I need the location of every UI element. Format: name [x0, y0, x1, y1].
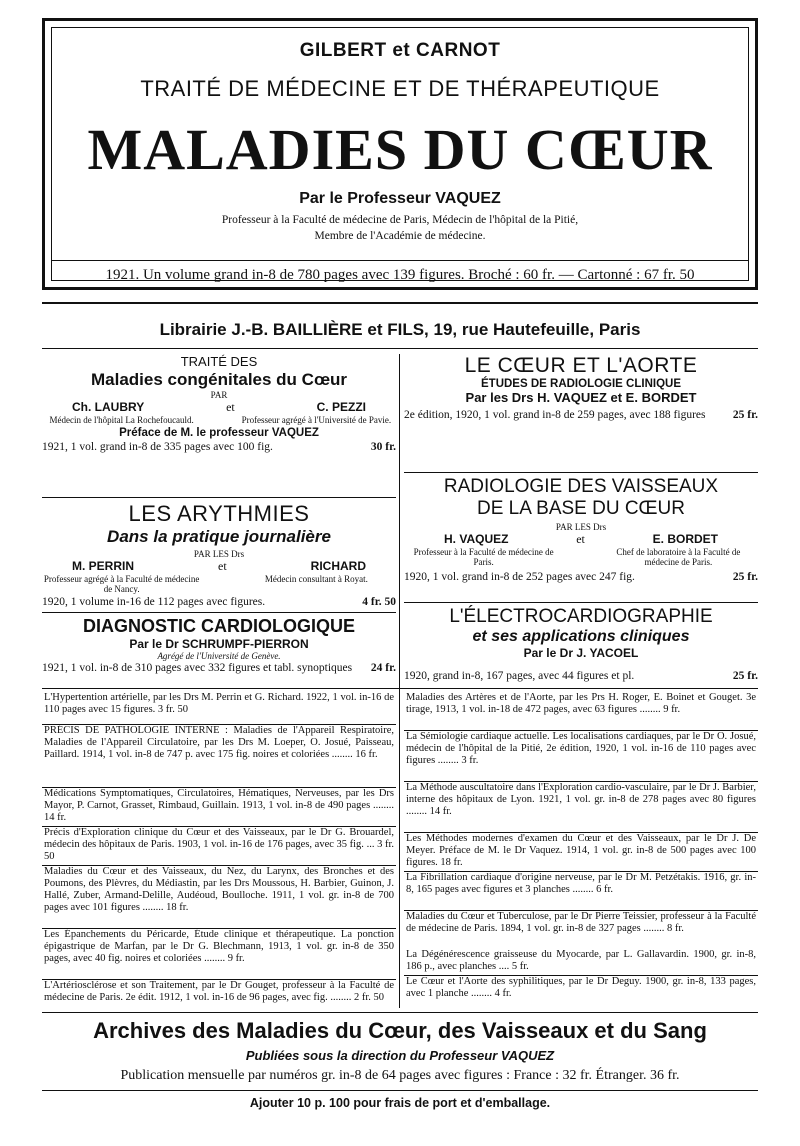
arythmies-book: LES ARYTHMIES Dans la pratique journalière PAR LES Drs M. PERRIN et RICHARD Professeur agrégé à la Faculté de médecine de Nancy. Médecin consultant à Royat. 1920, 1 volume in-16 de 112 pages avec figures. 4 fr. 50	[42, 501, 396, 608]
editors: GILBERT et CARNOT	[299, 40, 501, 61]
author-affiliation-2: Membre de l'Académie de médecine.	[314, 230, 486, 242]
ecg-book: L'ÉLECTROCARDIOGRAPHIE et ses applications cliniques Par le Dr J. YACOEL 1920, grand in-8, 167 pages, avec 44 figures et pl. 25 fr.	[404, 606, 758, 682]
coeur-aorte-book: LE CŒUR ET L'AORTE ÉTUDES DE RADIOLOGIE CLINIQUE Par les Drs H. VAQUEZ et E. BORDET 2e édition, 1920, 1 vol. grand in-8 de 259 pages, avec 188 figures 25 fr.	[404, 354, 758, 421]
list-item: Médications Symptomatiques, Circulatoires, Hématiques, Nerveuses, par les Drs Mayor, P. Carnot, Grasset, Rimbaud, Guillain. 1913, 1 vol. in-8 de 490 pages ........ 14 fr.	[44, 788, 394, 823]
list-item: Les Méthodes modernes d'examen du Cœur et des Vaisseaux, par le Dr J. De Meyer. Préface de M. le Dr Vaquez. 1914, 1 vol. gr. in-8 de 500 pages avec 100 figures. 18 fr.	[406, 833, 756, 868]
list-item: L'Artériosclérose et son Traitement, par le Dr Gouget, professeur à la Faculté de médecine de Paris. 2e édit. 1912, 1 vol. in-16 de 96 pages, avec fig. ........ 2 fr. 50	[44, 980, 394, 1003]
divider	[42, 348, 758, 349]
series-title: TRAITÉ DE MÉDECINE ET DE THÉRAPEUTIQUE	[140, 76, 660, 101]
right-small-list	[404, 692, 758, 1002]
diagnostic-title: DIAGNOSTIC CARDIOLOGIQUE	[82, 616, 355, 636]
divider	[42, 1090, 758, 1091]
shipping-note: Ajouter 10 p. 100 pour frais de port et d'emballage.	[249, 1096, 551, 1110]
archives-info: Publication mensuelle par numéros gr. in-8 de 64 pages avec figures : France : 32 fr. Étranger. 36 fr.	[120, 1068, 680, 1083]
publisher-line: Librairie J.-B. BAILLIÈRE et FILS, 19, rue Hautefeuille, Paris	[159, 320, 641, 339]
archives-subtitle: Publiées sous la direction du Professeur VAQUEZ	[245, 1048, 555, 1063]
diagnostic-book: DIAGNOSTIC CARDIOLOGIQUE Par le Dr SCHRUMPF-PIERRON Agrégé de l'Université de Genève. 1921, 1 vol. in-8 de 310 pages avec 332 figures et tabl. synoptiques 24 fr.	[42, 616, 396, 674]
book-author: Par le Professeur VAQUEZ	[299, 190, 501, 207]
list-item: La Fibrillation cardiaque d'origine nerveuse, par le Dr M. Petzétakis. 1916, gr. in-8, 165 pages avec figures et 3 planches ........ 6 fr.	[406, 872, 756, 895]
ecg-title: L'ÉLECTROCARDIOGRAPHIE	[449, 606, 713, 627]
list-item: Les Épanchements du Péricarde, Étude clinique et thérapeutique. La ponction épigastrique de Marfan, par le Dr G. Blechmann, 1913, 1 vol. gr. in-8 de 350 pages, avec 40 fig. noires et coloriées ........ 9 fr.	[44, 929, 394, 964]
coeur-aorte-title: LE CŒUR ET L'AORTE	[464, 354, 698, 377]
list-item: La Dégénérescence graisseuse du Myocarde, par L. Gallavardin. 1900, gr. in-8, 186 p., avec planches .... 5 fr.	[406, 949, 756, 972]
author-affiliation: Professeur à la Faculté de médecine de Paris, Médecin de l'hôpital de la Pitié,	[221, 214, 579, 226]
divider	[42, 688, 758, 689]
list-item: La Méthode auscultatoire dans l'Exploration cardio-vasculaire, par le Dr J. Barbier, interne des hôpitaux de Lyon. 1921, 1 vol. gr. in-8 de 278 pages avec 80 figures ........ 14 fr.	[406, 782, 756, 817]
radiologie-book: RADIOLOGIE DES VAISSEAUX DE LA BASE DU CŒUR PAR LES Drs H. VAQUEZ et E. BORDET Professeur à la Faculté de médecine de Paris. Chef de laboratoire à la Faculté de médecine de Paris. 1920, 1 vol. grand in-8 de 252 pages avec 247 fig. 25 fr.	[404, 476, 758, 583]
book-title: MALADIES DU CŒUR	[87, 117, 713, 182]
list-item: Maladies des Artères et de l'Aorte, par les Prs H. Roger, E. Boinet et Gouget. 3e tirage, 1913, 1 vol. in-18 de 472 pages, avec 63 figures ........ 9 fr.	[406, 692, 756, 715]
left-small-list	[42, 692, 396, 1018]
list-item: Précis d'Exploration clinique du Cœur et des Vaisseaux, par le Dr G. Brouardel, médecin des hôpitaux de Paris. 1903, 1 vol. in-16 de 176 pages, avec 35 fig. ... 3 fr. 50	[44, 827, 394, 862]
list-item: L'Hypertention artérielle, par les Drs M. Perrin et G. Richard. 1922, 1 vol. in-16 de 110 pages avec 15 figures. 3 fr. 50	[44, 692, 394, 715]
right-column	[404, 354, 758, 694]
list-item: La Sémiologie cardiaque actuelle. Les localisations cardiaques, par le Dr O. Josué, médecin de l'hôpital de la Pitié, 2e édition, 1920, 1 vol. in-16 de 110 pages avec figures ........ 3 fr.	[406, 731, 756, 766]
arythmies-title: LES ARYTHMIES	[128, 501, 310, 526]
congenital-title: Maladies congénitales du Cœur	[91, 370, 347, 389]
list-item: PRÉCIS DE PATHOLOGIE INTERNE : Maladies de l'Appareil Respiratoire, Maladies de l'Appareil Circulatoire, par les Drs M. Loeper, O. Josué, Paisseau, Paillard. 1914, 1 vol. in-8 de 747 p. avec 175 fig. noires et coloriées ........ 16 fr.	[44, 725, 394, 760]
divider	[42, 302, 758, 304]
radiologie-title: RADIOLOGIE DES VAISSEAUX	[443, 476, 719, 497]
divider	[42, 1012, 758, 1013]
list-item: Maladies du Cœur et Tuberculose, par le Dr Pierre Teissier, professeur à la Faculté de médecine de Paris. 1894, 1 vol. gr. in-8 de 327 pages ........ 8 fr.	[406, 911, 756, 934]
left-column	[42, 354, 396, 694]
advertisement-page	[42, 18, 758, 1128]
book-price: 1921. Un volume grand in-8 de 780 pages avec 139 figures. Broché : 60 fr. — Cartonné : 67 fr. 50	[52, 260, 748, 284]
congenital-book: TRAITÉ DES Maladies congénitales du Cœur PAR Ch. LAUBRY et C. PEZZI Médecin de l'hôpital La Rochefoucauld. Professeur agrégé à l'Université de Pavie. Préface de M. le professeur VAQUEZ 1921, 1 vol. grand in-8 de 335 pages avec 100 fig. 30 fr.	[42, 354, 396, 453]
column-divider	[399, 354, 400, 1008]
list-item: Le Cœur et l'Aorte des syphilitiques, par le Dr Deguy. 1900, gr. in-8, 133 pages, avec 1 planche ........ 4 fr.	[406, 976, 756, 999]
list-item: Maladies du Cœur et des Vaisseaux, du Nez, du Larynx, des Bronches et des Poumons, des Plèvres, du Médiastin, par les Drs Moussous, H. Barbier, Guinon, J. Hallé, Zuber, Armand-Delille, Audéoud, Boulloche. 1911, 1 vol. gr. in-8 de 700 pages avec 101 figures ........ 18 fr.	[44, 866, 394, 913]
archives-title: Archives des Maladies du Cœur, des Vaisseaux et du Sang	[93, 1018, 707, 1043]
main-book-box	[42, 18, 758, 290]
